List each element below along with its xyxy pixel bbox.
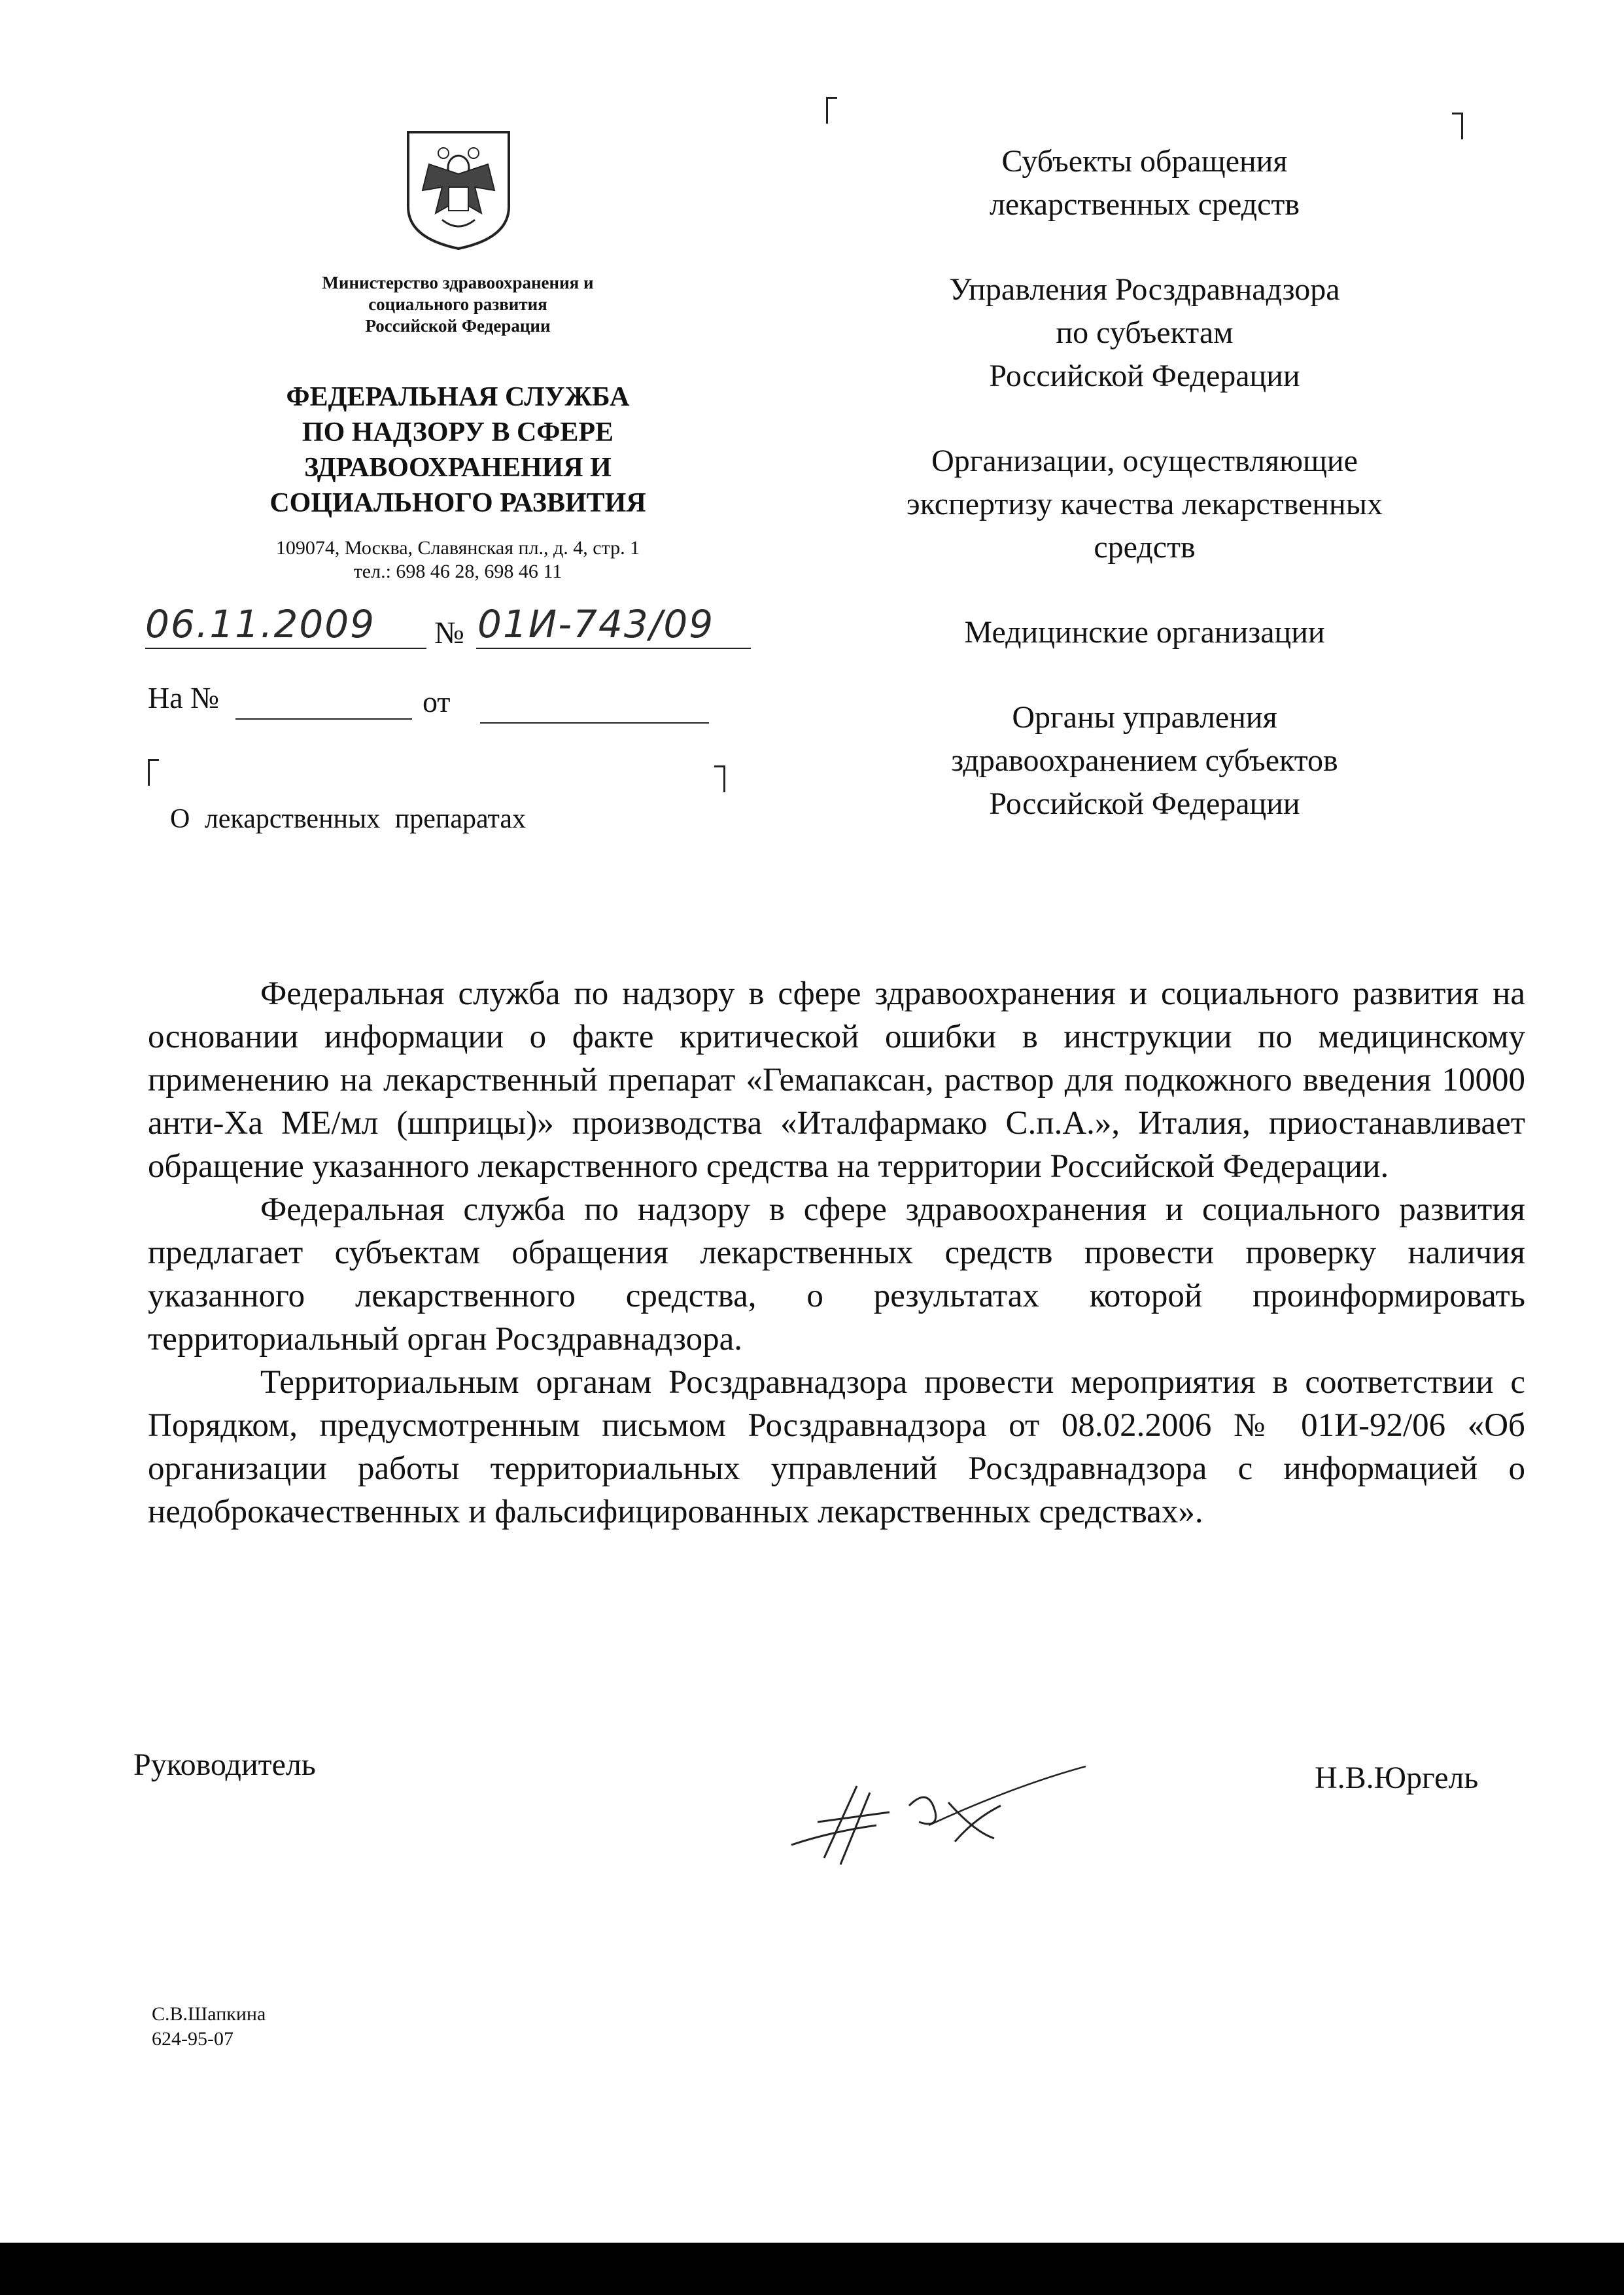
letter-body [148,972,1525,1533]
date-underline [145,648,426,649]
reply-date-label: от [423,685,451,718]
number-sign: № [434,616,464,650]
recipient-group: Медицинские организации [964,615,1325,650]
recipient-group: Управления Росздравнадзора по субъектам Российской Федерации [949,272,1340,393]
reply-date-field [480,722,709,724]
coat-of-arms-icon [403,128,514,253]
recipient-bracket-right [1452,113,1463,139]
body-paragraph: Федеральная служба по надзору в сфере здравоохранения и социального развития на основании информации о факте критической ошибки в инструкции по медицинскому применению на лекарственный препарат «Гемапаксан, раствор для подкожного введения 10000 анти-Ха МЕ/мл (шприцы)» производства «Италфармако С.п.А.», Италия, приостанавливает обращение указанного лекарственного средства на территории Российской Федерации. [148,975,1525,1185]
signatory-name: Н.В.Юргель [1315,1761,1479,1795]
recipient-group: Субъекты обращения лекарственных средств [989,144,1300,222]
ministry-name: Министерство здравоохранения и социального развития Российской Федерации [322,273,594,336]
letter-subject: О лекарственных препаратах [170,804,527,834]
number-underline [476,648,751,649]
signatory-role: Руководитель [133,1747,316,1782]
recipient-group: Организации, осуществляющие экспертизу качества лекарственных средств [907,444,1383,565]
body-paragraph: Территориальным органам Росздравнадзора провести мероприятия в соответствии с Порядком, предусмотренным письмом Росздравнадзора от 08.02.2006 № 01И-92/06 «Об организации работы территориальных управлений Росздравнадзора с информацией о недоброкачественных и фальсифицированных лекарственных средствах». [148,1364,1525,1530]
handwritten-signature-icon [778,1760,1099,1878]
executor-name: С.В.Шапкина [152,2003,266,2025]
reply-number-label: На № [148,681,220,714]
address-line: 109074, Москва, Славянская пл., д. 4, стр. 1 [275,537,640,559]
sender-address [196,536,719,584]
registration-number: 01И-743/09 [477,602,715,646]
executor-phone: 624-95-07 [152,2028,233,2050]
registration-date: 06.11.2009 [145,602,376,646]
service-name: ФЕДЕРАЛЬНАЯ СЛУЖБА ПО НАДЗОРУ В СФЕРЕ ЗДРАВООХРАНЕНИЯ И СОЦИАЛЬНОГО РАЗВИТИЯ [269,382,646,518]
reply-number-field [235,718,412,720]
recipient-group: Органы управления здравоохранением субъектов Российской Федерации [951,700,1338,821]
recipients-block [818,140,1472,866]
subject-bracket-left [148,759,159,786]
scan-border [0,2243,1624,2295]
recipient-bracket-left [826,97,837,124]
subject-bracket-right [714,765,725,792]
phone-line: тел.: 698 46 28, 698 46 11 [353,561,562,582]
body-paragraph: Федеральная служба по надзору в сфере здравоохранения и социального развития предлагает субъектам обращения лекарственных средств провести проверку наличия указанного лекарственного средства, о результатах которой проинформировать территориальный орган Росздравнадзора. [148,1191,1525,1358]
